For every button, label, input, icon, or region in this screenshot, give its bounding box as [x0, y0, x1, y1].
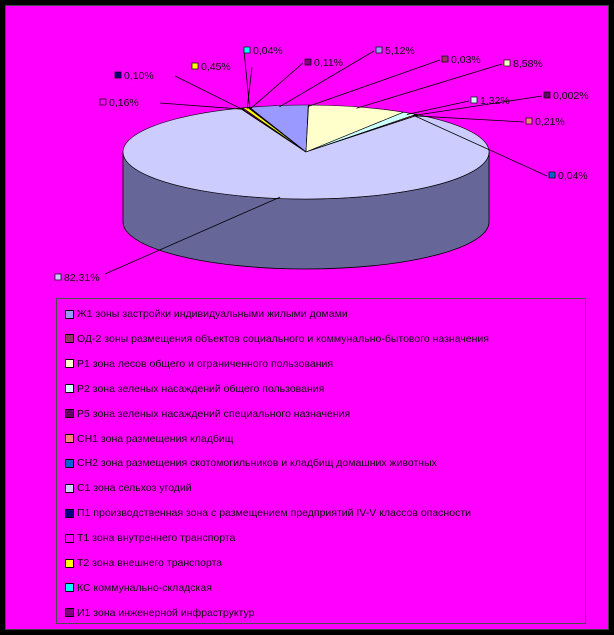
legend-item [65, 529, 235, 547]
legend [56, 298, 586, 624]
legend-item [65, 355, 333, 373]
legend-item [65, 305, 348, 323]
legend-swatch [65, 484, 74, 493]
data-label: 1,32% [480, 95, 510, 107]
legend-label: КС коммунально-складская [77, 581, 212, 594]
data-label: 0,10% [124, 70, 154, 82]
legend-item [65, 454, 437, 472]
legend-item [65, 579, 212, 597]
leader-line [407, 101, 469, 114]
legend-label: С1 зона сельхоз угодий [77, 482, 192, 495]
legend-label: Р2 зона зеленых насаждений общего пользования [77, 382, 325, 395]
leader-line [175, 76, 242, 109]
data-label: 0,16% [109, 97, 139, 109]
data-label: 0,002% [553, 90, 589, 102]
legend-item [65, 380, 324, 398]
legend-item [65, 405, 350, 423]
data-label: 0,21% [535, 116, 565, 128]
label-swatch [305, 59, 311, 65]
leader-line [413, 96, 542, 116]
legend-item [65, 330, 489, 348]
legend-label: СН2 зона размещения скотомогильников и кладбищ домашних животных [77, 457, 437, 470]
legend-label: Т2 зона внешнего транспорта [77, 557, 223, 569]
legend-swatch [65, 559, 74, 568]
data-label: 82,31% [64, 272, 100, 284]
data-label: 8,58% [513, 58, 543, 70]
data-label: 0,04% [558, 170, 588, 182]
label-swatch [504, 60, 510, 66]
data-label: 0,03% [451, 54, 481, 66]
data-label: 0,04% [253, 45, 283, 57]
leader-line [244, 51, 250, 109]
legend-item [65, 504, 471, 522]
legend-label: Ж1 зоны застройки индивидуальными жилыми домами [77, 308, 348, 320]
leader-line [251, 63, 303, 109]
legend-item [65, 430, 233, 448]
legend-label: ОД-2 зоны размещения объектов социального и коммунально-бытового назначения [77, 332, 489, 345]
data-label: 5,12% [385, 45, 415, 57]
legend-swatch [65, 384, 74, 393]
legend-label: Р5 зона зеленых насаждений специального назначения [77, 407, 351, 420]
data-label: 0,11% [314, 57, 343, 69]
legend-swatch [65, 310, 74, 319]
label-swatch [100, 99, 106, 105]
legend-item [65, 604, 254, 622]
legend-swatch [65, 359, 74, 368]
label-swatch [244, 47, 250, 53]
label-swatch [549, 172, 555, 178]
legend-swatch [65, 459, 74, 468]
label-swatch [544, 92, 550, 98]
label-swatch [192, 63, 198, 69]
label-swatch [471, 97, 477, 103]
legend-item [65, 479, 192, 497]
label-swatch [526, 118, 532, 124]
legend-swatch [65, 509, 74, 518]
legend-swatch [65, 583, 74, 592]
legend-label: СН1 зона размещения кладбищ [77, 432, 234, 445]
legend-swatch [65, 534, 74, 543]
legend-label: Р1 зона лесов общего и ограниченного пользования [77, 357, 334, 370]
label-swatch [115, 72, 121, 78]
legend-label: П1 производственная зона с размещением предприятий IV-V классов опасности [77, 507, 471, 520]
label-swatch [55, 274, 61, 280]
legend-swatch [65, 409, 74, 418]
legend-swatch [65, 608, 74, 617]
label-swatch [442, 56, 448, 62]
label-swatch [376, 47, 382, 53]
legend-swatch [65, 334, 74, 343]
legend-item [65, 554, 222, 572]
legend-swatch [65, 434, 74, 443]
legend-label: Т1 зона внутреннего транспорта [77, 532, 236, 545]
legend-label: И1 зона инженерной инфраструктур [77, 606, 255, 619]
data-label: 0,45% [201, 61, 231, 73]
